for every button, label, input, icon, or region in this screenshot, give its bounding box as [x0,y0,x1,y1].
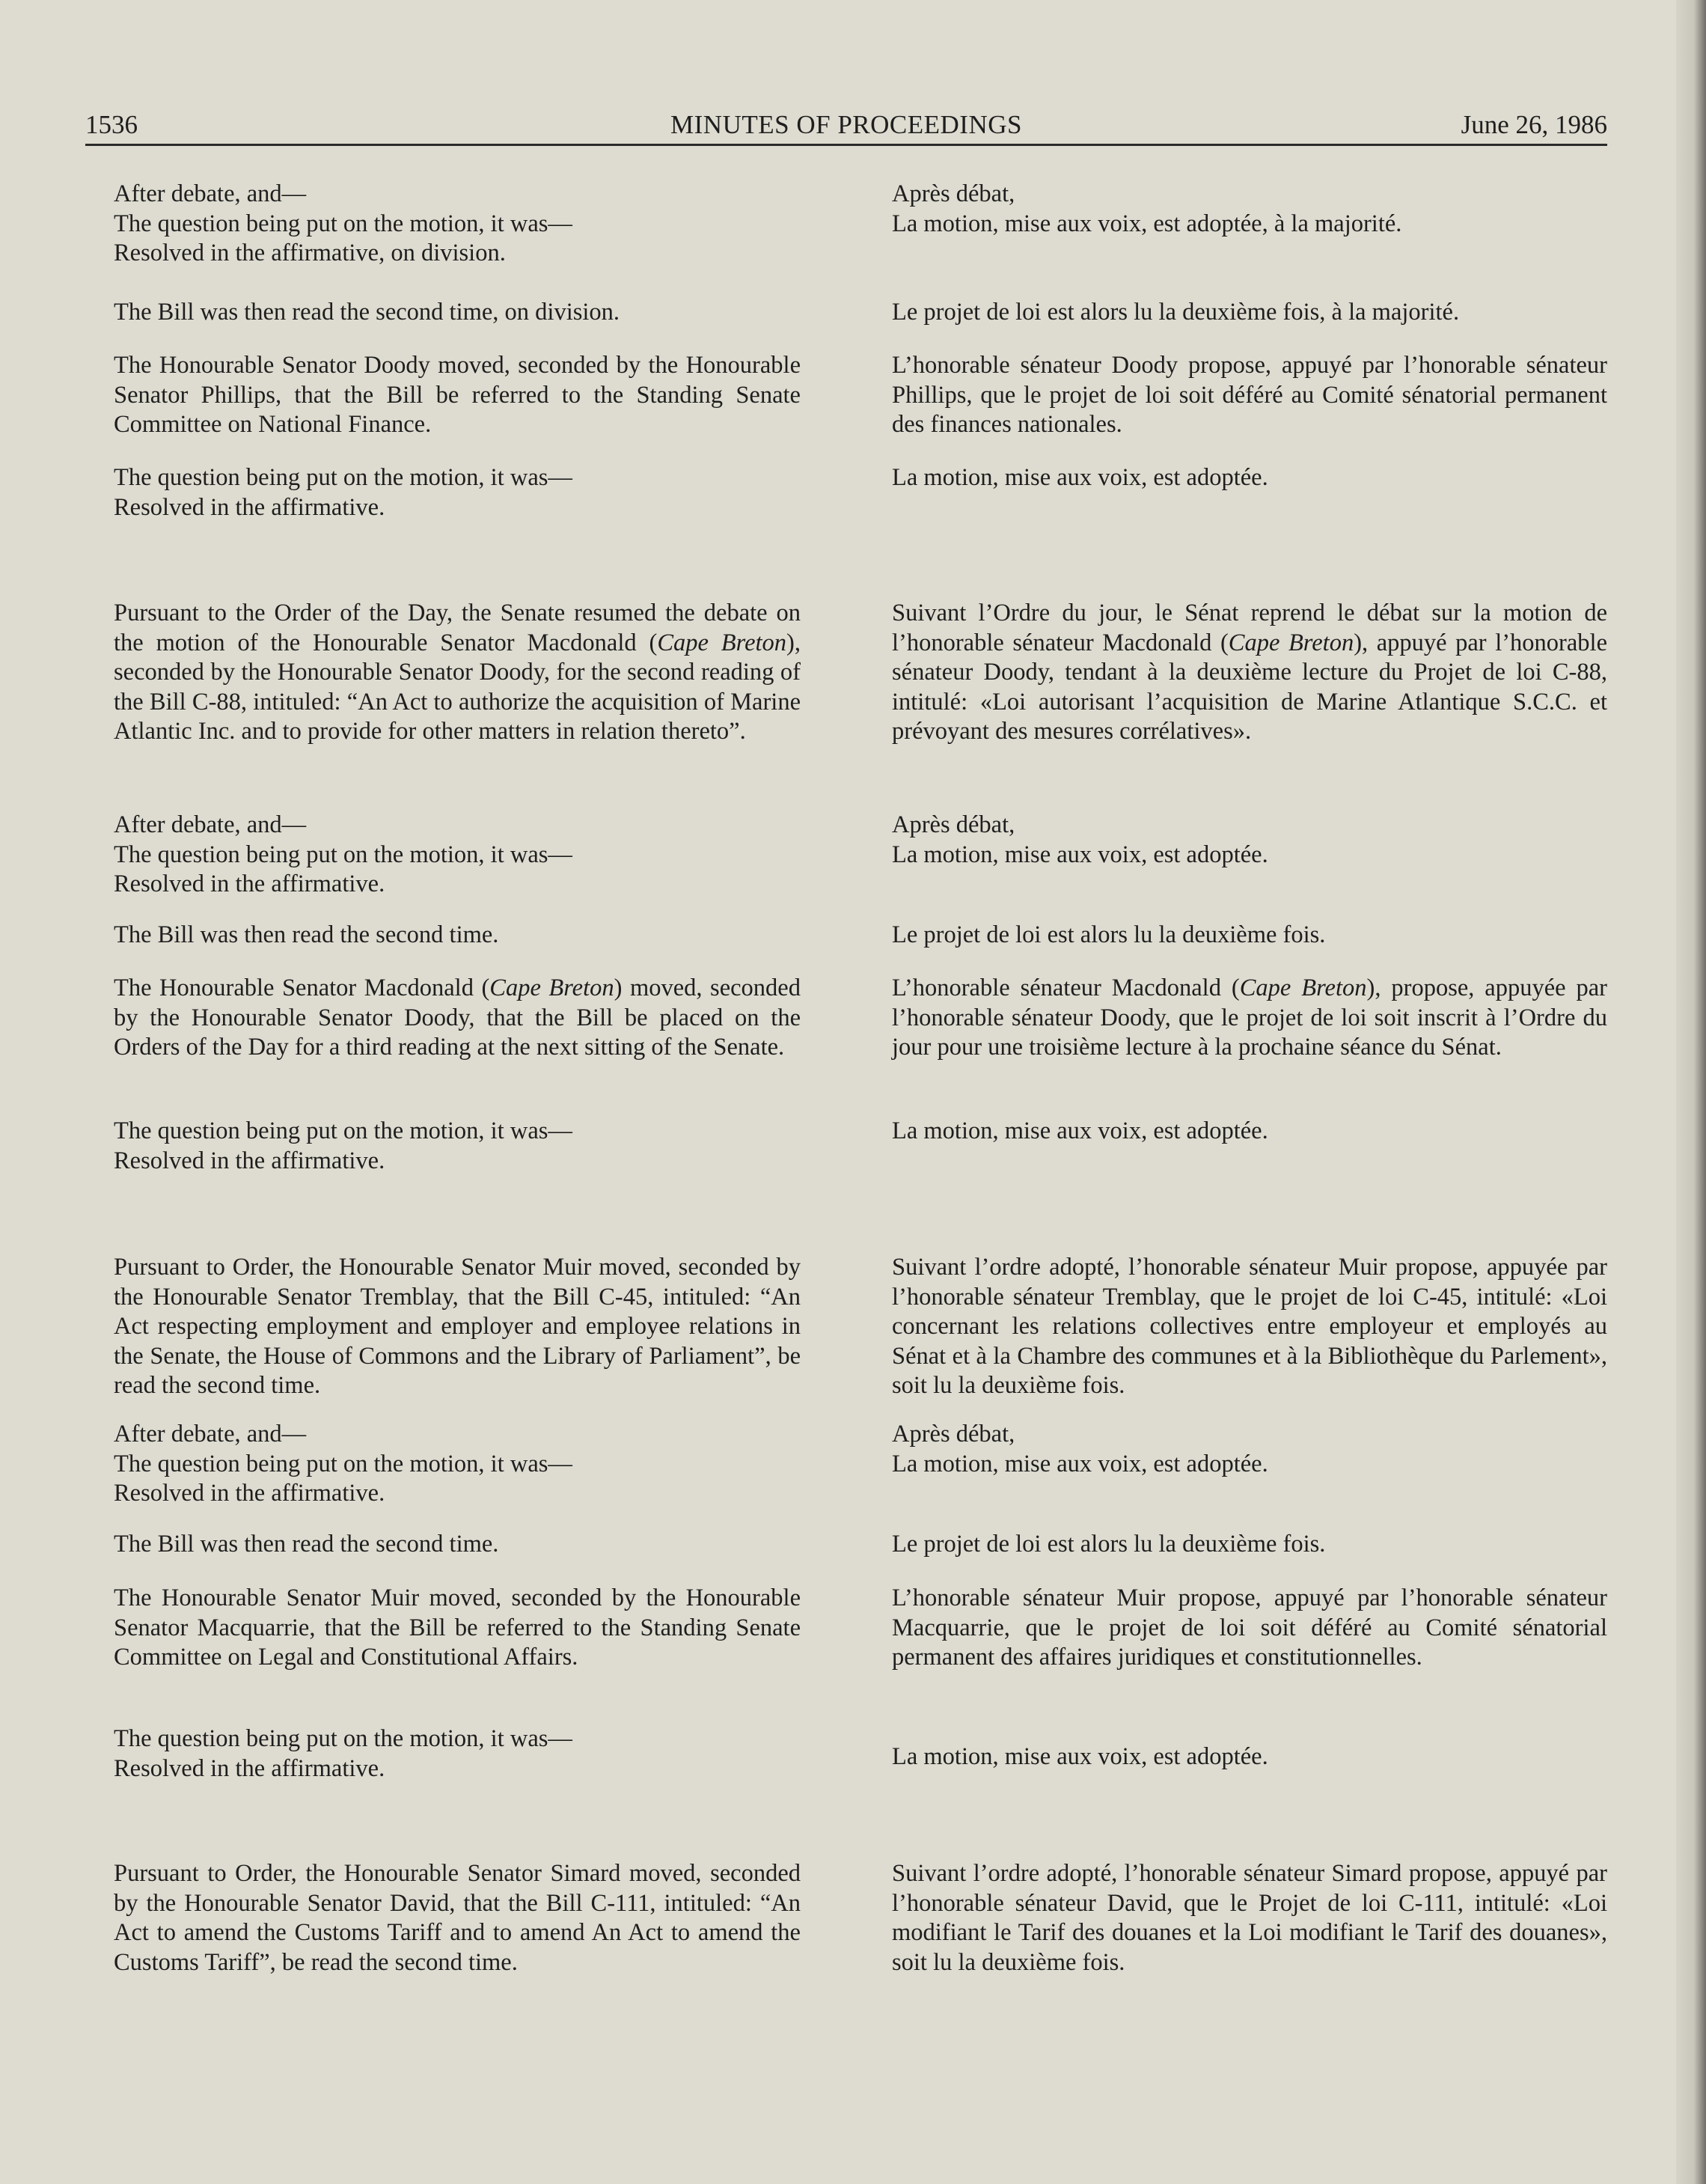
fr-paragraph [863,1253,1607,1401]
text-paragraph: Suivant l’ordre adopté, l’honorable sénateur Simard propose, appuyé par l’honorable sénateur David, que le Projet de loi C-111, intitulé: «Loi modifiant le Tarif des douanes et la Loi modifiant le Tarif des douanes», soit lu la deuxième fois. [892,1860,1607,1976]
en-block-resolved-1 [85,463,801,522]
fr-paragraph [863,1530,1607,1560]
text-paragraph: The Honourable Senator Muir moved, seconded by the Honourable Senator Macquarrie, that the Bill be referred to the Standing Senate Committee on Legal and Constitutional Affairs. [114,1584,801,1671]
en-paragraph [85,298,801,328]
text-line: La motion, mise aux voix, est adoptée. [892,464,1268,491]
fr-paragraph [863,1584,1607,1673]
text-paragraph: Pursuant to Order, the Honourable Senator Simard moved, seconded by the Honourable Senator David, that the Bill C-111, intituled: “An Act to amend the Customs Tariff and to amend An Act to amend the Customs Tariff”, be read the second time. [114,1860,801,1976]
fr-paragraph [863,1117,1607,1147]
text-paragraph: The Honourable Senator Macdonald (Cape Breton) moved, seconded by the Honourable Senator Doody, that the Bill be placed on the Orders of the Day for a third reading at the next sitting of the Senate. [114,974,801,1061]
en-block-resolved-2 [85,1117,801,1176]
fr-block-debate-2 [863,811,1607,870]
text-line: The question being put on the motion, it was— [114,464,572,491]
en-paragraph [85,974,801,1063]
text-line: Après débat, [892,811,1015,838]
en-paragraph [85,1530,801,1560]
text-line: The question being put on the motion, it was— [114,210,572,237]
page-number: 1536 [85,110,138,139]
fr-paragraph [863,974,1607,1063]
text-line: Le projet de loi est alors lu la deuxième fois. [892,921,1326,948]
fr-block-debate-1 [863,180,1607,239]
en-paragraph [85,1253,801,1401]
header-date: June 26, 1986 [1461,110,1607,139]
en-block-debate-3 [85,1420,801,1509]
text-line: La motion, mise aux voix, est adoptée. [892,1450,1268,1477]
text-paragraph: The Honourable Senator Doody moved, seconded by the Honourable Senator Phillips, that the Bill be referred to the Standing Senate Committee on National Finance. [114,352,801,438]
text-line: La motion, mise aux voix, est adoptée. [892,841,1268,868]
text-line: The Bill was then read the second time. [114,1531,499,1558]
text-line: Resolved in the affirmative, on division. [114,240,506,266]
en-block-debate-2 [85,811,801,900]
fr-paragraph [863,1859,1607,1977]
text-line: After debate, and— [114,180,307,207]
text-line: Resolved in the affirmative. [114,1480,385,1507]
text-line: La motion, mise aux voix, est adoptée. [892,1743,1268,1770]
fr-paragraph [863,298,1607,328]
text-line: Après débat, [892,180,1015,207]
text-line: The question being put on the motion, it was— [114,1450,572,1477]
text-paragraph: L’honorable sénateur Macdonald (Cape Breton), propose, appuyée par l’honorable sénateur Doody, que le projet de loi soit inscrit à l’Ordre du jour pour une troisième lecture à la prochaine séance du Sénat. [892,974,1608,1061]
en-block-resolved-3 [85,1724,801,1784]
en-paragraph [85,921,801,951]
fr-block-debate-3 [863,1420,1607,1479]
fr-paragraph [863,1742,1607,1772]
text-line: The question being put on the motion, it was— [114,1117,572,1144]
fr-paragraph [863,921,1607,951]
text-line: La motion, mise aux voix, est adoptée, à la majorité. [892,210,1402,237]
text-paragraph: Pursuant to the Order of the Day, the Senate resumed the debate on the motion of the Honourable Senator Macdonald (Cape Breton), seconded by the Honourable Senator Doody, for the second reading of the Bill C-88, intituled: “An Act to authorize the acquisition of Marine Atlantic Inc. and to provide for other matters in relation thereto”. [114,600,801,745]
text-line: Resolved in the affirmative. [114,870,385,897]
text-line: After debate, and— [114,811,307,838]
fr-paragraph [863,463,1607,493]
text-line: After debate, and— [114,1421,307,1448]
text-line: The Bill was then read the second time, on division. [114,299,620,326]
header-title: MINUTES OF PROCEEDINGS [670,110,1022,139]
page-edge-shadow [1676,0,1706,2184]
text-line: The question being put on the motion, it was— [114,841,572,868]
en-block-debate-1 [85,180,801,269]
en-paragraph [85,1584,801,1673]
en-paragraph [85,599,801,747]
text-line: The Bill was then read the second time. [114,921,499,948]
text-line: La motion, mise aux voix, est adoptée. [892,1117,1268,1144]
text-line: Après débat, [892,1421,1015,1448]
running-header [85,106,1607,146]
text-line: The question being put on the motion, it was— [114,1725,572,1752]
text-line: Le projet de loi est alors lu la deuxième fois. [892,1531,1326,1558]
fr-paragraph [863,599,1607,747]
text-paragraph: L’honorable sénateur Doody propose, appuyé par l’honorable sénateur Phillips, que le projet de loi soit déféré au Comité sénatorial permanent des finances nationales. [892,352,1607,438]
text-line: Resolved in the affirmative. [114,1147,385,1174]
text-paragraph: L’honorable sénateur Muir propose, appuyé par l’honorable sénateur Macquarrie, que le projet de loi soit déféré au Comité sénatorial permanent des affaires juridiques et constitutionnelles. [892,1584,1607,1671]
en-paragraph [85,351,801,440]
text-paragraph: Suivant l’Ordre du jour, le Sénat reprend le débat sur la motion de l’honorable sénateur Macdonald (Cape Breton), appuyé par l’honorable sénateur Doody, tendant à la deuxième lecture du Projet de loi C-88, intitulé: «Loi autorisant l’acquisition de Marine Atlantique S.C.C. et prévoyant des mesures corrélatives». [892,600,1607,745]
text-line: Resolved in the affirmative. [114,493,385,521]
en-paragraph [85,1859,801,1977]
text-paragraph: Suivant l’ordre adopté, l’honorable sénateur Muir propose, appuyée par l’honorable sénateur Tremblay, que le projet de loi C-45, intitulé: «Loi concernant les relations collectives entre employeur et employés au Sénat et à la Chambre des communes et à la Bibliothèque du Parlement», soit lu la deuxième fois. [892,1254,1607,1399]
text-paragraph: Pursuant to Order, the Honourable Senator Muir moved, seconded by the Honourable Senator Tremblay, that the Bill C-45, intituled: “An Act respecting employment and employer and employee relations in the Senate, the House of Commons and the Library of Parliament”, be read the second time. [114,1254,801,1399]
fr-paragraph [863,351,1607,440]
text-line: Le projet de loi est alors lu la deuxième fois, à la majorité. [892,299,1460,326]
text-line: Resolved in the affirmative. [114,1754,385,1782]
